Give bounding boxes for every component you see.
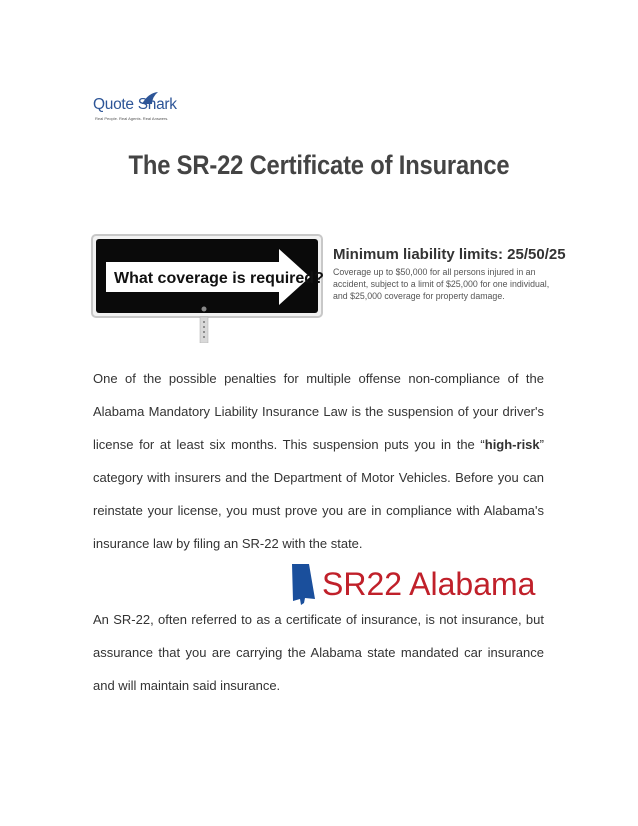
coverage-info — [333, 246, 566, 302]
coverage-heading: Minimum liability limits: 25/50/25 — [333, 246, 566, 263]
coverage-body: Coverage up to $50,000 for all persons injured in an accident, subject to a limit of $25,000 for one individual, and $25,000 coverage for property damage. — [333, 267, 550, 301]
high-risk-emphasis: high-risk — [484, 437, 540, 452]
sr22-alabama-label: SR22 Alabama — [322, 566, 536, 602]
coverage-sign-image — [90, 233, 326, 343]
logo-name: Quote Shark — [93, 96, 177, 113]
quote-shark-logo — [93, 96, 175, 124]
paragraph-text: One of the possible penalties for multiple offense non-compliance of the Alabama Mandatory Liability Insurance Law is the suspension of your driver's license for at least six months. This suspension puts you in the “ — [93, 371, 544, 452]
paragraph-text: ” category with insurers and the Department of Motor Vehicles. Before you can reinstate your license, you must prove you are in compliance with Alabama's insurance law by filing an SR-22 with the state. — [93, 437, 544, 551]
sign-text: What coverage is required? — [114, 270, 324, 287]
page-title: The SR-22 Certificate of Insurance — [128, 150, 510, 180]
paragraph-penalties — [93, 362, 544, 560]
logo-tagline: Real People. Real Agents. Real Answers. — [95, 116, 169, 121]
paragraph-sr22-definition: An SR-22, often referred to as a certificate of insurance, is not insurance, but assurance that you are carrying the Alabama state mandated car insurance and will maintain said insurance. — [93, 612, 544, 693]
